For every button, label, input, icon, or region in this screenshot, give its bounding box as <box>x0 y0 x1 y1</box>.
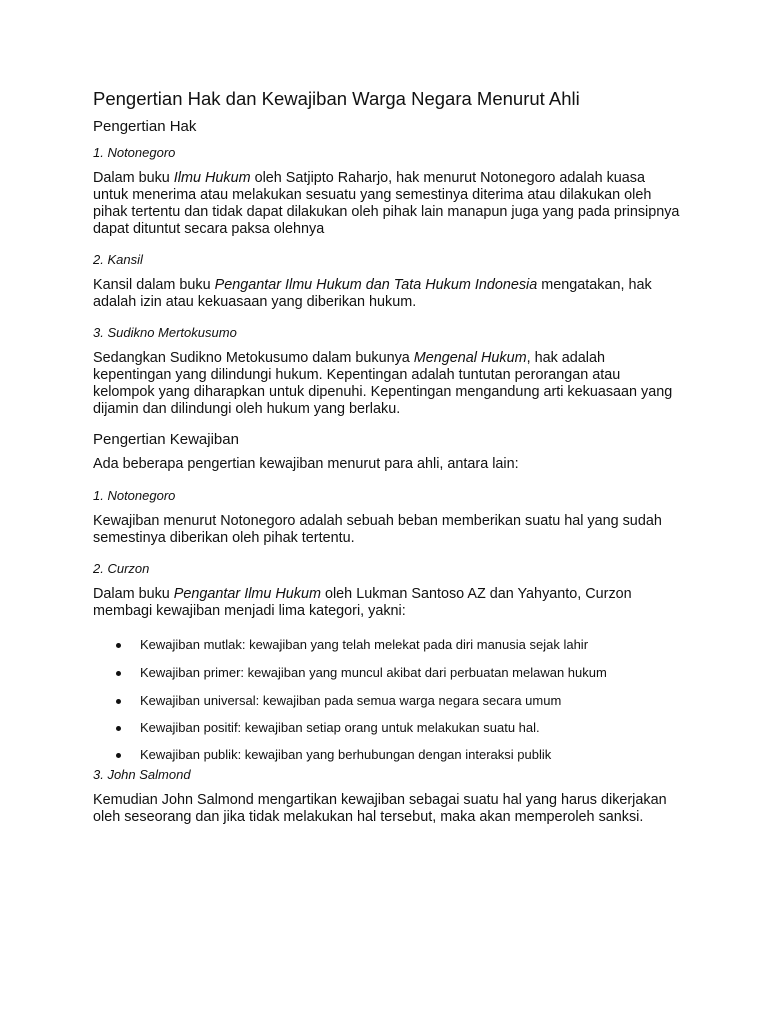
subheading-john-salmond: 3. John Salmond <box>93 767 191 782</box>
paragraph-text: Sedangkan Sudikno Metokusumo dalam bukunya <box>93 350 414 366</box>
paragraph-kansil <box>93 277 683 311</box>
bullet-icon <box>116 753 121 758</box>
bullet-icon <box>116 671 121 676</box>
subheading-notonegoro-kewajiban: 1. Notonegoro <box>93 488 176 503</box>
list-item-text: Kewajiban mutlak: kewajiban yang telah melekat pada diri manusia sejak lahir <box>140 637 589 652</box>
paragraph-kewajiban-intro: Ada beberapa pengertian kewajiban menurut para ahli, antara lain: <box>93 456 519 472</box>
paragraph-text: Kansil dalam buku <box>93 277 215 293</box>
list-item-text: Kewajiban universal: kewajiban pada semua warga negara secara umum <box>140 693 562 708</box>
paragraph-text: , hak adalah kepentingan yang dilindungi hukum. Kepentingan adalah tuntutan perorangan atau kelompok yang diharapkan untuk dipenuhi. Kepentingan mengandung arti kekuasaan yang dijamin dan dilindungi oleh hukum yang berlaku. <box>93 350 673 417</box>
paragraph-notonegoro-hak <box>93 170 683 238</box>
paragraph-text: oleh Lukman Santoso AZ dan Yahyanto, Curzon membagi kewajiban menjadi lima kategori, yakni: <box>93 586 632 619</box>
section-heading-hak: Pengertian Hak <box>93 118 197 135</box>
list-item-text: Kewajiban publik: kewajiban yang berhubungan dengan interaksi publik <box>140 747 552 762</box>
document-title: Pengertian Hak dan Kewajiban Warga Negara Menurut Ahli <box>93 88 580 109</box>
subheading-kansil: 2. Kansil <box>93 252 143 267</box>
list-item <box>93 720 693 736</box>
subheading-curzon: 2. Curzon <box>93 561 150 576</box>
paragraph-curzon <box>93 586 683 620</box>
subheading-sudikno: 3. Sudikno Mertokusumo <box>93 325 237 340</box>
list-item-text: Kewajiban positif: kewajiban setiap orang untuk melakukan suatu hal. <box>140 720 540 735</box>
document-page <box>93 88 693 826</box>
list-item <box>93 693 693 709</box>
bullet-icon <box>116 726 121 731</box>
book-title: Pengantar Ilmu Hukum <box>173 586 321 602</box>
kewajiban-categories-list <box>93 637 693 763</box>
paragraph-text: mengatakan, hak adalah izin atau kekuasaan yang diberikan hukum. <box>93 277 652 310</box>
list-item <box>93 637 693 653</box>
subheading-notonegoro-hak: 1. Notonegoro <box>93 145 176 160</box>
book-title: Ilmu Hukum <box>173 170 251 186</box>
book-title: Mengenal Hukum <box>413 350 527 366</box>
list-item <box>93 747 693 763</box>
bullet-icon <box>116 699 121 704</box>
bullet-icon <box>116 643 121 648</box>
paragraph-text: Dalam buku <box>93 170 174 186</box>
list-item <box>93 665 693 681</box>
paragraph-sudikno <box>93 350 683 418</box>
paragraph-text: oleh Satjipto Raharjo, hak menurut Notonegoro adalah kuasa untuk menerima atau melakukan sesuatu yang semestinya diterima atau dilakukan oleh pihak tertentu dan tidak dapat dilakukan oleh pihak lain manapun juga yang pada prinsipnya dapat dituntut secara paksa olehnya <box>93 170 680 237</box>
section-heading-kewajiban: Pengertian Kewajiban <box>93 431 239 448</box>
book-title: Pengantar Ilmu Hukum dan Tata Hukum Indonesia <box>214 277 538 293</box>
paragraph-john-salmond: Kemudian John Salmond mengartikan kewajiban sebagai suatu hal yang harus dikerjakan oleh seseorang dan jika tidak melakukan hal tersebut, maka akan memperoleh sanksi. <box>93 792 667 825</box>
list-item-text: Kewajiban primer: kewajiban yang muncul akibat dari perbuatan melawan hukum <box>140 665 607 680</box>
paragraph-notonegoro-kewajiban: Kewajiban menurut Notonegoro adalah sebuah beban memberikan suatu hal yang sudah semestinya diberikan oleh pihak tertentu. <box>93 513 662 546</box>
paragraph-text: Dalam buku <box>93 586 174 602</box>
